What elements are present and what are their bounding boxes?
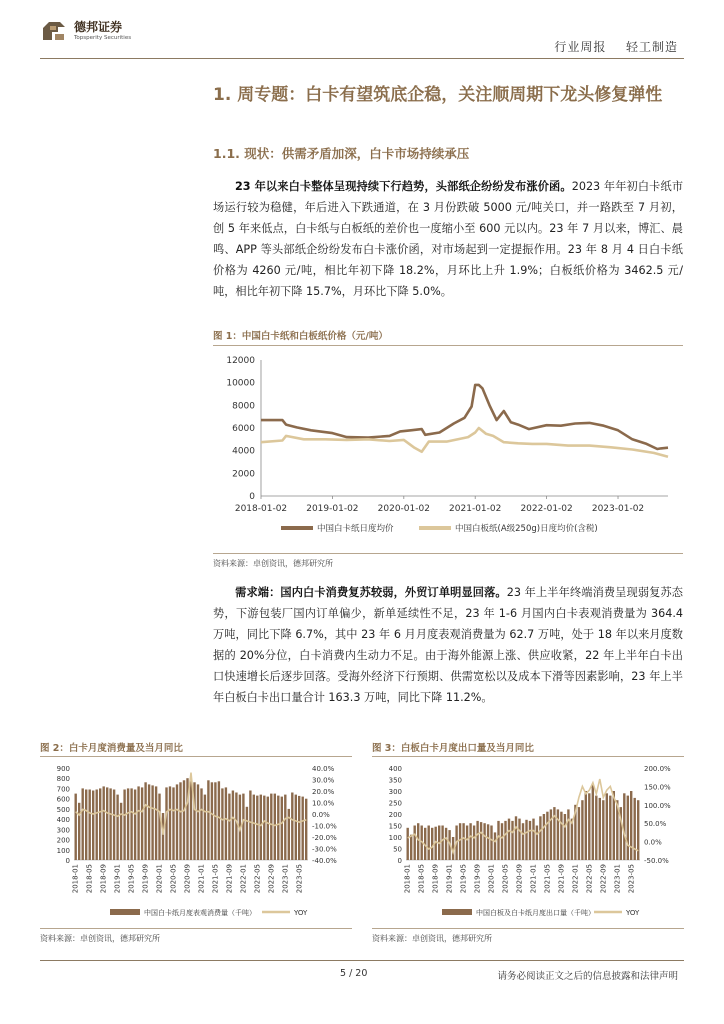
x-tick-label: 2018-01 (71, 864, 80, 894)
industry-name: 轻工制造 (625, 40, 678, 54)
bar (613, 791, 615, 860)
bar (256, 796, 258, 860)
bar (539, 816, 541, 860)
x-tick-label: 2018-01 (403, 864, 412, 894)
paragraph-lead: 23 年以来白卡整体呈现持续下行趋势，头部纸企纷纷发布涨价函。 (235, 180, 572, 193)
bar (249, 791, 251, 861)
x-tick-label: 2021-09 (225, 864, 234, 894)
x-tick-label: 2021-05 (211, 864, 220, 894)
bar (144, 782, 146, 860)
x-tick-label: 2018-05 (417, 864, 426, 894)
bar (225, 787, 227, 860)
figure-3-chart (372, 760, 684, 925)
bar (211, 782, 213, 860)
x-tick-label: 2022-01 (571, 864, 580, 894)
bar (634, 798, 636, 860)
bar (627, 796, 629, 860)
x-tick-label: 2021-01 (529, 864, 538, 894)
bar (494, 832, 496, 860)
bar (148, 784, 150, 860)
y-left-tick-label: 100 (56, 846, 70, 855)
bar (476, 821, 478, 860)
bar (291, 793, 293, 861)
y-right-tick-label: 10.0% (312, 799, 335, 808)
bar (78, 803, 80, 860)
bar (508, 819, 510, 860)
page-number: 5 / 20 (340, 968, 368, 979)
legend-label-bars: 中国白板及白卡纸月度出口量（千吨） (476, 909, 595, 917)
y-left-tick-label: 50 (393, 845, 402, 854)
bar (96, 790, 98, 861)
x-tick-label: 2023-01-02 (591, 504, 645, 514)
bar (532, 819, 534, 860)
bar (134, 790, 136, 861)
report-type: 行业周报 (554, 40, 607, 54)
bar (497, 821, 499, 860)
bar (260, 795, 262, 860)
y-left-tick-label: 150 (388, 822, 402, 831)
bar (169, 786, 171, 860)
figure-2-source: 资料来源：卓创资讯，德邦研究所 (40, 934, 160, 943)
x-tick-label: 2020-01-02 (377, 504, 430, 514)
bar (585, 791, 587, 860)
brand-name: 德邦证券 (74, 20, 123, 34)
bar (599, 798, 601, 860)
paragraph-supply (213, 176, 683, 302)
bar (277, 796, 279, 860)
bar (75, 794, 77, 860)
x-tick-label: 2019-05 (127, 864, 136, 894)
x-tick-label: 2023-05 (295, 864, 304, 894)
bar (253, 795, 255, 860)
y-tick-label: 8000 (232, 401, 255, 412)
x-tick-label: 2022-01-02 (520, 504, 573, 514)
bar (441, 826, 443, 861)
x-tick-label: 2020-01 (155, 864, 164, 894)
y-tick-label: 4000 (232, 446, 255, 457)
y-tick-label: 2000 (232, 469, 255, 480)
bar (165, 787, 167, 860)
y-right-tick-label: 150.0% (644, 783, 671, 792)
bar (270, 794, 272, 860)
bar (130, 788, 132, 860)
paragraph-lead: 需求端：国内白卡消费复苏较弱，外贸订单明显回落。 (235, 586, 507, 599)
bar (550, 809, 552, 860)
y-right-tick-label: -50.0% (644, 857, 669, 865)
paragraph-body: 2023 年年初白卡纸市场运行较为稳健，年后进入下跌通道，在 3 月份跌破 5000 元/吨关口，并一路跌至 7 月初，创 5 年来低点，白卡纸与白板纸的差价也一度缩小至 600 元以内。23 年 7 月以来，博汇、晨鸣、APP 等头部纸企纷纷发布白卡涨价函，对市场起到一定提振作用。23 年 8 月 4 日白卡纸价格为 4260 元/吨，相比年初下降 18.2%，月环比上升 1.9%；白板纸价格为 3462.5 元/吨，相比年初下降 15.7%，月环比下降 5.0%。 (213, 180, 684, 298)
bar (200, 788, 202, 860)
y-right-tick-label: 0.0% (312, 811, 330, 819)
bar (473, 826, 475, 861)
x-tick-label: 2022-09 (599, 864, 608, 894)
paragraph-body: 23 年上半年终端消费呈现弱复苏态势，下游包装厂国内订单偏少，新单延续性不足，23 年 1-6 月国内白卡表观消费量为 364.4 万吨，同比下降 6.7%，其中 23 年 6 月月度表观消费量为 62.7 万吨，处于 18 年以来月度数据的 20%分位，白卡消费内生动力不足。由于海外能源上涨、供应收紧，22 年上半年白卡出口快速增长后逐步回落。受海外经济下行预期、供需宽松以及成本下滑等因素影响，23 年上半年白板白卡出口量合计 163.3 万吨，同比下降 11.2%。 (213, 586, 683, 704)
bar (85, 790, 87, 861)
figure-1-bottom-rule (213, 553, 683, 554)
paragraph-demand (213, 582, 683, 708)
figure-3-bottom-rule (372, 928, 684, 929)
y-left-tick-label: 200 (56, 836, 70, 845)
bar (263, 796, 265, 860)
x-tick-label: 2020-09 (183, 864, 192, 894)
bar (179, 782, 181, 860)
x-tick-label: 2023-01 (613, 864, 622, 894)
figure-1-chart (213, 348, 683, 548)
y-left-tick-label: 250 (388, 799, 402, 808)
bar (214, 782, 216, 860)
bar (536, 826, 538, 861)
bar (82, 788, 84, 860)
bar (490, 826, 492, 861)
x-tick-label: 2019-01 (113, 864, 122, 894)
x-tick-label: 2019-09 (141, 864, 150, 894)
legend-swatch-bars (110, 909, 140, 915)
y-left-tick-label: 600 (56, 795, 70, 804)
figure-2-rule (40, 756, 352, 757)
footer-divider (40, 960, 684, 961)
bar (109, 788, 111, 860)
bar (89, 790, 91, 861)
bar (504, 821, 506, 860)
x-tick-label: 2019-01-02 (306, 504, 359, 514)
y-right-tick-label: 50.0% (644, 820, 667, 829)
figure-2-chart (40, 760, 352, 925)
section-heading: 1. 周专题：白卡有望筑底企稳，关注顺周期下龙头修复弹性 (213, 85, 663, 105)
figure-2-bottom-rule (40, 928, 352, 929)
bar (267, 797, 269, 860)
bar (571, 819, 573, 860)
bar (511, 821, 513, 860)
bar (588, 793, 590, 860)
bar (480, 822, 482, 860)
bar (116, 795, 118, 860)
brand-logo-icon (40, 18, 68, 44)
x-tick-label: 2022-01 (239, 864, 248, 894)
bar (99, 788, 101, 860)
bar (630, 791, 632, 860)
bar (284, 795, 286, 860)
legend-label-bars: 中国白卡纸月度表观消费量（千吨） (144, 909, 256, 917)
bar (246, 807, 248, 860)
y-left-tick-label: 300 (388, 788, 402, 796)
bar (431, 828, 433, 860)
y-right-tick-label: -30.0% (312, 845, 337, 854)
header-divider (40, 58, 684, 59)
figure-1-rule (213, 345, 683, 346)
bar (529, 821, 531, 860)
bar (417, 823, 419, 860)
bar (407, 828, 409, 860)
x-tick-label: 2020-05 (501, 864, 510, 894)
disclaimer-note: 请务必阅读正文之后的信息披露和法律声明 (497, 971, 678, 982)
bar (113, 790, 115, 861)
bar (242, 794, 244, 860)
y-right-tick-label: 40.0% (312, 765, 335, 773)
y-left-tick-label: 300 (56, 826, 70, 835)
y-tick-label: 12000 (226, 356, 255, 366)
x-tick-label: 2020-09 (515, 864, 524, 894)
legend-label-2: 中国白板纸(A级250g)日度均价(含税) (455, 524, 598, 534)
bar (487, 824, 489, 860)
bar (469, 823, 471, 860)
bar (281, 797, 283, 860)
bar (207, 780, 209, 860)
bar (410, 835, 412, 860)
bar (204, 795, 206, 860)
bar (428, 826, 430, 861)
bar (560, 812, 562, 860)
x-tick-label: 2019-09 (473, 864, 482, 894)
y-tick-label: 6000 (232, 424, 255, 434)
bar (466, 826, 468, 861)
x-tick-label: 2019-01 (445, 864, 454, 894)
x-tick-label: 2023-05 (627, 864, 636, 894)
figure-3-title: 图 3：白板白卡月度出口量及当月同比 (372, 743, 534, 754)
figure-3-rule (372, 756, 684, 757)
x-tick-label: 2018-09 (431, 864, 440, 894)
subsection-heading: 1.1. 现状：供需矛盾加深，白卡市场持续承压 (213, 146, 470, 161)
x-tick-label: 2018-01-02 (234, 504, 288, 514)
x-tick-label: 2021-01 (197, 864, 206, 894)
bar (522, 823, 524, 860)
bar (567, 809, 569, 860)
bar (127, 788, 129, 860)
bar (609, 796, 611, 860)
y-right-tick-label: -10.0% (312, 822, 337, 831)
x-tick-label: 2021-01-02 (449, 504, 502, 514)
figure-3-source: 资料来源：卓创资讯，德邦研究所 (372, 934, 492, 943)
bar (606, 793, 608, 860)
bar (592, 784, 594, 860)
bar (120, 803, 122, 860)
bar (228, 794, 230, 860)
bar (543, 814, 545, 860)
x-tick-label: 2022-05 (585, 864, 594, 894)
bar (172, 787, 174, 860)
x-tick-label: 2018-05 (85, 864, 94, 894)
bar (151, 785, 153, 860)
y-left-tick-label: 700 (56, 785, 70, 794)
bar (501, 823, 503, 860)
figure-1-title: 图 1：中国白卡纸和白板纸价格（元/吨） (213, 331, 388, 342)
y-right-tick-label: 100.0% (644, 801, 671, 810)
y-left-tick-label: 100 (388, 834, 402, 842)
y-tick-label: 10000 (226, 378, 255, 389)
bar (158, 794, 160, 860)
y-right-tick-label: 20.0% (312, 788, 335, 796)
legend-label-yoy: YOY (294, 909, 308, 917)
bar (305, 799, 307, 860)
brand-name-en: Topsperity Securities (74, 35, 132, 41)
y-left-tick-label: 800 (56, 775, 70, 784)
bar (155, 786, 157, 860)
legend-label-yoy: YOY (626, 909, 640, 917)
bar (462, 823, 464, 860)
x-tick-label: 2019-05 (459, 864, 468, 894)
bar (274, 794, 276, 860)
bar (483, 823, 485, 860)
x-tick-label: 2022-05 (253, 864, 262, 894)
header-category (554, 38, 678, 55)
bar (221, 788, 223, 860)
bar (546, 812, 548, 860)
y-left-tick-label: 900 (56, 765, 70, 773)
y-left-tick-label: 200 (388, 811, 402, 819)
bar (602, 800, 604, 860)
y-left-tick-label: 400 (388, 765, 402, 773)
bar (459, 823, 461, 860)
bar (623, 793, 625, 860)
x-tick-label: 2018-09 (99, 864, 108, 894)
bar (595, 796, 597, 860)
y-left-tick-label: 350 (388, 776, 402, 785)
bar (123, 790, 125, 861)
bar (218, 781, 220, 860)
x-tick-label: 2020-05 (169, 864, 178, 894)
bar (197, 784, 199, 860)
figure-1-source: 资料来源：卓创资讯，德邦研究所 (213, 559, 333, 568)
bar (183, 780, 185, 860)
x-tick-label: 2020-01 (487, 864, 496, 894)
bar (232, 791, 234, 861)
bar (445, 828, 447, 860)
bar (162, 813, 164, 860)
x-tick-label: 2023-01 (281, 864, 290, 894)
bar (414, 826, 416, 861)
legend-swatch-bars (442, 909, 472, 915)
y-left-tick-label: 500 (56, 805, 70, 814)
bar (141, 787, 143, 860)
y-left-tick-label: 0 (65, 857, 70, 865)
bar (564, 814, 566, 860)
bar (525, 820, 527, 860)
y-right-tick-label: 30.0% (312, 776, 335, 785)
y-right-tick-label: 200.0% (644, 765, 671, 773)
bar (557, 809, 559, 860)
y-right-tick-label: -20.0% (312, 834, 337, 842)
y-right-tick-label: -40.0% (312, 857, 337, 865)
bar (295, 795, 297, 860)
y-right-tick-label: 0.0% (644, 838, 662, 847)
x-tick-label: 2021-09 (557, 864, 566, 894)
bar (137, 786, 139, 860)
bar (235, 793, 237, 861)
x-tick-label: 2021-05 (543, 864, 552, 894)
bar (302, 797, 304, 860)
bar (190, 781, 192, 860)
bar (103, 786, 105, 860)
bar (581, 800, 583, 860)
bar (515, 816, 517, 860)
y-tick-label: 0 (249, 492, 255, 502)
bar (106, 787, 108, 860)
y-left-tick-label: 400 (56, 816, 70, 825)
bar (92, 791, 94, 861)
bar (298, 796, 300, 860)
bar (518, 819, 520, 860)
figure-2-title: 图 2：白卡月度消费量及当月同比 (40, 743, 183, 754)
x-tick-label: 2022-09 (267, 864, 276, 894)
legend-label-1: 中国白卡纸日度均价 (317, 524, 394, 534)
bar (176, 784, 178, 860)
bar (578, 807, 580, 860)
y-left-tick-label: 0 (397, 857, 402, 865)
